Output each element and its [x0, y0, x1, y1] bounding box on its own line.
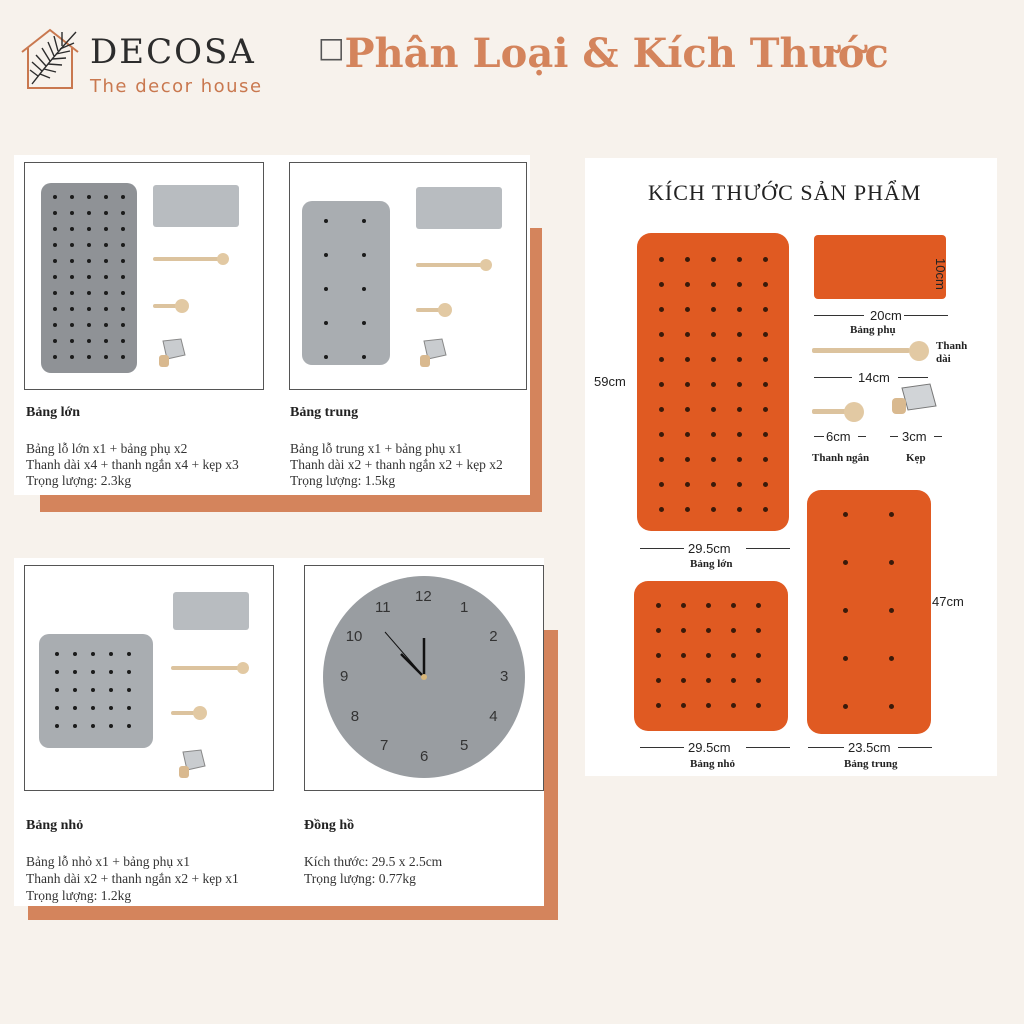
peg-hole [763, 282, 768, 287]
peg-hole [706, 678, 711, 683]
peg-hole [737, 332, 742, 337]
aux-dim-label: Bảng phụ [850, 324, 896, 336]
clock-number: 3 [500, 668, 509, 685]
peg-hole [127, 724, 131, 728]
peg-hole [889, 608, 894, 613]
large-title: Bảng lớn [26, 405, 81, 420]
peg-hole [87, 243, 91, 247]
peg-hole [731, 653, 736, 658]
long-bar-label: Thanh dài [936, 340, 968, 365]
peg-hole [737, 282, 742, 287]
peg-hole [656, 653, 661, 658]
peg-hole [711, 332, 716, 337]
peg-hole [711, 382, 716, 387]
peg-hole [324, 253, 328, 257]
peg-hole [109, 688, 113, 692]
peg-hole [362, 253, 366, 257]
peg-hole [756, 678, 761, 683]
medium-board-orange [807, 490, 931, 734]
peg-hole [104, 275, 108, 279]
clock-number: 8 [350, 708, 360, 725]
clock-number: 2 [489, 628, 498, 645]
metal-clip-icon [155, 337, 191, 371]
peg-hole [121, 243, 125, 247]
large-width-dim: 29.5cm [688, 541, 731, 556]
brand [18, 22, 298, 102]
peg-hole [763, 507, 768, 512]
peg-hole [53, 243, 57, 247]
peg-hole [656, 678, 661, 683]
peg-hole [659, 457, 664, 462]
peg-hole [121, 227, 125, 231]
peg-hole [763, 457, 768, 462]
peg-hole [87, 227, 91, 231]
clock-number: 12 [415, 588, 432, 605]
clock-line: Kích thước: 29.5 x 2.5cm [304, 854, 443, 869]
dim-line [640, 548, 684, 549]
metal-clip-icon [888, 382, 942, 422]
clock-number: 1 [460, 598, 469, 616]
peg-hole [324, 321, 328, 325]
peg-hole [659, 507, 664, 512]
peg-hole [659, 432, 664, 437]
peg-hole [324, 219, 328, 223]
peg-hole [324, 355, 328, 359]
peg-hole [737, 432, 742, 437]
medium-title: Bảng trung [290, 405, 359, 420]
wooden-peg-icon [153, 297, 193, 315]
peg-hole [73, 706, 77, 710]
dimensions-title: KÍCH THƯỚC SẢN PHẨM [648, 180, 922, 205]
medium-line: Trọng lượng: 1.5kg [290, 473, 396, 488]
clip-label: Kẹp [906, 452, 926, 464]
peg-hole [121, 211, 125, 215]
peg-hole [324, 287, 328, 291]
wooden-peg-icon [171, 704, 211, 722]
peg-hole [659, 357, 664, 362]
peg-hole [763, 357, 768, 362]
peg-hole [659, 307, 664, 312]
small-line: Bảng lỗ nhỏ x1 + bảng phụ x1 [26, 854, 190, 869]
peg-hole [889, 656, 894, 661]
peg-hole [91, 688, 95, 692]
panel-small-clock [14, 558, 544, 906]
wooden-peg-icon [171, 660, 253, 676]
peg-hole [737, 482, 742, 487]
page-title-text: Phân Loại & Kích Thước [344, 30, 889, 77]
clock-number: 9 [340, 668, 349, 685]
peg-hole [87, 259, 91, 263]
peg-hole [53, 339, 57, 343]
peg-hole [685, 382, 690, 387]
peg-hole [121, 291, 125, 295]
peg-hole [711, 457, 716, 462]
peg-hole [685, 257, 690, 262]
peg-hole [362, 355, 366, 359]
clock-title: Đồng hồ [304, 818, 355, 833]
metal-clip-icon [175, 748, 211, 782]
peg-hole [73, 670, 77, 674]
peg-hole [87, 323, 91, 327]
small-board-photo [24, 565, 274, 791]
peg-hole [53, 275, 57, 279]
medium-height-dim: 47cm [932, 594, 964, 609]
peg-hole [87, 275, 91, 279]
peg-hole [889, 512, 894, 517]
peg-hole [70, 259, 74, 263]
clock-number: 10 [345, 628, 363, 645]
dim-line [814, 315, 864, 316]
peg-hole [763, 382, 768, 387]
peg-hole [737, 382, 742, 387]
peg-hole [70, 227, 74, 231]
peg-hole [763, 407, 768, 412]
peg-hole [362, 321, 366, 325]
peg-hole [711, 432, 716, 437]
aux-board [153, 185, 239, 227]
wooden-peg-icon [153, 251, 233, 267]
small-line: Trọng lượng: 1.2kg [26, 888, 132, 903]
peg-hole [711, 407, 716, 412]
peg-hole [711, 257, 716, 262]
peg-hole [121, 307, 125, 311]
peg-hole [731, 703, 736, 708]
peg-hole [121, 323, 125, 327]
peg-hole [87, 195, 91, 199]
peg-hole [109, 670, 113, 674]
aux-board [173, 592, 249, 630]
aux-width-dim: 20cm [870, 308, 902, 323]
aux-height-dim: 10cm [933, 258, 948, 290]
peg-hole [711, 507, 716, 512]
peg-hole [70, 243, 74, 247]
peg-hole [91, 652, 95, 656]
wooden-peg-icon [416, 257, 496, 273]
brand-name: DECOSA [90, 32, 256, 72]
dim-line [898, 377, 928, 378]
peg-hole [685, 282, 690, 287]
clock-number: 4 [489, 708, 498, 725]
peg-hole [91, 724, 95, 728]
peg-hole [87, 307, 91, 311]
peg-hole [685, 307, 690, 312]
peg-hole [659, 332, 664, 337]
peg-hole [70, 323, 74, 327]
peg-hole [70, 355, 74, 359]
peg-hole [73, 652, 77, 656]
clock-photo [304, 565, 544, 791]
peg-hole [737, 357, 742, 362]
long-bar-dim: 14cm [858, 370, 890, 385]
peg-hole [659, 282, 664, 287]
peg-hole [53, 355, 57, 359]
large-line: Bảng lỗ lớn x1 + bảng phụ x2 [26, 441, 188, 456]
peg-hole [681, 603, 686, 608]
peg-hole [127, 706, 131, 710]
aux-board [416, 187, 502, 229]
peg-hole [711, 307, 716, 312]
large-line: Trọng lượng: 2.3kg [26, 473, 132, 488]
peg-hole [685, 407, 690, 412]
peg-hole [121, 339, 125, 343]
large-height-dim: 59cm [594, 374, 626, 389]
peg-hole [763, 307, 768, 312]
peg-hole [656, 628, 661, 633]
peg-hole [685, 357, 690, 362]
peg-hole [121, 355, 125, 359]
peg-hole [109, 724, 113, 728]
peg-hole [91, 670, 95, 674]
large-board-photo [24, 162, 264, 390]
peg-hole [685, 507, 690, 512]
panel-large-medium [14, 155, 530, 495]
peg-hole [706, 603, 711, 608]
peg-hole [362, 219, 366, 223]
peg-hole [889, 704, 894, 709]
house-leaf-logo-icon [18, 22, 88, 94]
peg-hole [55, 670, 59, 674]
short-bar-label: Thanh ngắn [812, 452, 870, 464]
peg-hole [121, 195, 125, 199]
peg-hole [55, 724, 59, 728]
peg-hole [53, 323, 57, 327]
peg-hole [685, 482, 690, 487]
peg-hole [121, 259, 125, 263]
peg-hole [127, 652, 131, 656]
peg-hole [127, 688, 131, 692]
peg-hole [55, 706, 59, 710]
peg-hole [756, 603, 761, 608]
peg-hole [104, 323, 108, 327]
peg-hole [70, 275, 74, 279]
peg-hole [91, 706, 95, 710]
small-dim-label: Bảng nhỏ [690, 758, 735, 770]
peg-hole [706, 703, 711, 708]
clock-number: 7 [380, 737, 389, 755]
peg-hole [104, 339, 108, 343]
dim-line [890, 436, 898, 437]
peg-hole [731, 628, 736, 633]
peg-hole [53, 291, 57, 295]
large-line: Thanh dài x4 + thanh ngắn x4 + kẹp x3 [26, 457, 239, 472]
peg-hole [127, 670, 131, 674]
peg-hole [109, 652, 113, 656]
peg-hole [685, 332, 690, 337]
peg-hole [843, 656, 848, 661]
peg-hole [53, 307, 57, 311]
dim-line [640, 747, 684, 748]
dim-line [746, 548, 790, 549]
peg-hole [711, 357, 716, 362]
peg-hole [659, 382, 664, 387]
peg-hole [763, 332, 768, 337]
dim-line [858, 436, 866, 437]
peg-hole [685, 457, 690, 462]
peg-hole [70, 195, 74, 199]
peg-hole [706, 628, 711, 633]
peg-hole [737, 407, 742, 412]
small-board-orange [634, 581, 788, 731]
dim-line [934, 436, 942, 437]
small-line: Thanh dài x2 + thanh ngắn x2 + kẹp x1 [26, 871, 239, 886]
peg-hole [53, 259, 57, 263]
peg-hole [121, 275, 125, 279]
peg-hole [756, 628, 761, 633]
peg-hole [104, 243, 108, 247]
peg-hole [756, 703, 761, 708]
peg-hole [681, 628, 686, 633]
peg-hole [681, 703, 686, 708]
dim-line [746, 747, 790, 748]
wooden-peg-icon [812, 400, 868, 424]
peg-hole [737, 507, 742, 512]
title-mark: □ [318, 31, 345, 64]
peg-hole [53, 227, 57, 231]
peg-hole [109, 706, 113, 710]
peg-hole [104, 227, 108, 231]
wooden-peg-icon [812, 340, 932, 362]
clock-number: 5 [460, 737, 469, 755]
peg-hole [685, 432, 690, 437]
peg-hole [70, 211, 74, 215]
peg-hole [843, 704, 848, 709]
peg-hole [681, 678, 686, 683]
clip-dim: 3cm [902, 429, 927, 444]
peg-hole [104, 195, 108, 199]
clock-number: 6 [420, 748, 429, 765]
peg-hole [763, 257, 768, 262]
peg-hole [756, 653, 761, 658]
peg-hole [104, 291, 108, 295]
peg-hole [737, 257, 742, 262]
dim-line [898, 747, 932, 748]
wooden-peg-icon [416, 301, 456, 319]
peg-hole [843, 608, 848, 613]
peg-hole [87, 211, 91, 215]
peg-hole [763, 482, 768, 487]
dim-line [814, 436, 824, 437]
medium-dim-label: Bảng trung [844, 758, 898, 770]
peg-hole [889, 560, 894, 565]
peg-hole [70, 291, 74, 295]
peg-hole [731, 678, 736, 683]
peg-hole [104, 307, 108, 311]
medium-pegboard [302, 201, 390, 365]
short-bar-dim: 6cm [826, 429, 851, 444]
peg-hole [659, 407, 664, 412]
clock-face [323, 576, 525, 778]
peg-hole [70, 307, 74, 311]
peg-hole [53, 211, 57, 215]
metal-clip-icon [416, 337, 452, 371]
large-pegboard [41, 183, 137, 373]
peg-hole [104, 211, 108, 215]
clock-number: 11 [375, 598, 391, 616]
peg-hole [711, 282, 716, 287]
peg-hole [843, 512, 848, 517]
brand-tagline: The decor house [90, 76, 263, 97]
peg-hole [87, 355, 91, 359]
peg-hole [87, 339, 91, 343]
peg-hole [362, 287, 366, 291]
peg-hole [656, 603, 661, 608]
large-dim-label: Bảng lớn [690, 558, 733, 570]
peg-hole [55, 688, 59, 692]
peg-hole [659, 257, 664, 262]
medium-width-dim: 23.5cm [848, 740, 891, 755]
medium-line: Thanh dài x2 + thanh ngắn x2 + kẹp x2 [290, 457, 503, 472]
peg-hole [737, 307, 742, 312]
large-board-orange [637, 233, 789, 531]
peg-hole [711, 482, 716, 487]
peg-hole [731, 603, 736, 608]
small-title: Bảng nhỏ [26, 818, 84, 833]
peg-hole [104, 259, 108, 263]
dim-line [814, 377, 852, 378]
peg-hole [70, 339, 74, 343]
small-pegboard [39, 634, 153, 748]
dim-line [808, 747, 844, 748]
peg-hole [659, 482, 664, 487]
clock-line: Trọng lượng: 0.77kg [304, 871, 416, 886]
peg-hole [104, 355, 108, 359]
peg-hole [681, 653, 686, 658]
small-width-dim: 29.5cm [688, 740, 731, 755]
medium-line: Bảng lỗ trung x1 + bảng phụ x1 [290, 441, 463, 456]
peg-hole [87, 291, 91, 295]
peg-hole [843, 560, 848, 565]
peg-hole [73, 724, 77, 728]
aux-board-orange [814, 235, 946, 299]
peg-hole [737, 457, 742, 462]
peg-hole [656, 703, 661, 708]
dim-line [904, 315, 948, 316]
peg-hole [706, 653, 711, 658]
peg-hole [73, 688, 77, 692]
medium-board-photo [289, 162, 527, 390]
peg-hole [763, 432, 768, 437]
page-title [318, 30, 889, 77]
peg-hole [53, 195, 57, 199]
peg-hole [55, 652, 59, 656]
